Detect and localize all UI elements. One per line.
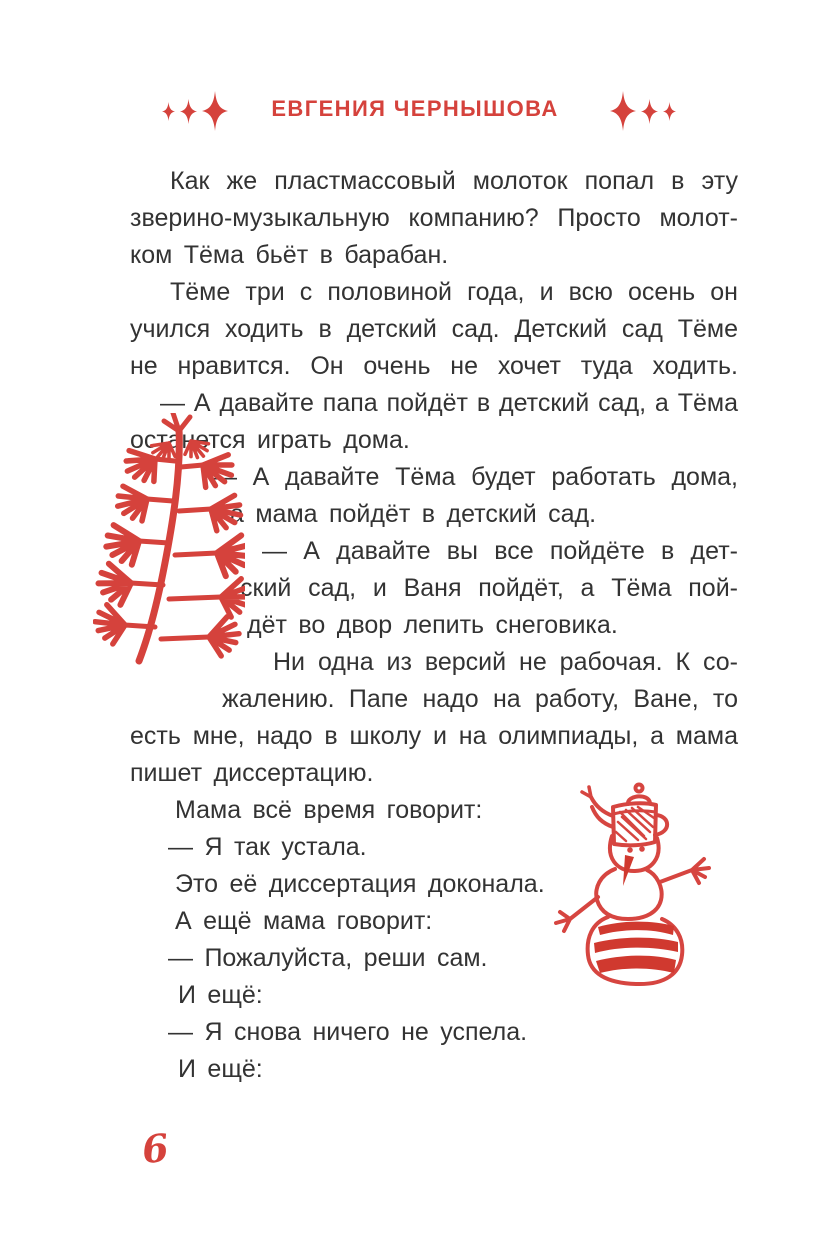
text-line: зверино-музыкальную компанию? Просто молот- (130, 204, 738, 232)
snowman-with-kettle-icon (552, 770, 737, 992)
text-line: — Я снова ничего не успела. (168, 1018, 528, 1046)
text-line: И ещё: (178, 981, 263, 1009)
sparkle-medium-icon (641, 99, 658, 124)
text-line: — Я так устала. (168, 833, 367, 861)
snowman-illustration (552, 770, 737, 992)
text-line: Это её диссертация доконала. (175, 870, 545, 898)
fir-branch-icon (93, 413, 245, 665)
text-line: жалению. Папе надо на работу, Ване, то (222, 685, 738, 713)
text-line: а мама пойдёт в детский сад. (230, 500, 597, 528)
author-header: ЕВГЕНИЯ ЧЕРНЫШОВА (271, 96, 559, 121)
text-line: есть мне, надо в школу и на олимпиады, а мама (130, 722, 738, 750)
text-line: — А давайте папа пойдёт в детский сад, а Тёма (160, 389, 738, 417)
page-number: 6 (139, 1124, 171, 1173)
text-line: ком Тёма бьёт в барабан. (130, 241, 449, 269)
text-line: — А давайте Тёма будет работать дома, (212, 463, 738, 491)
text-line: — Пожалуйста, реши сам. (168, 944, 488, 972)
text-line: пишет диссертацию. (130, 759, 374, 787)
sparkle-group-right (610, 90, 676, 132)
text-line: ский сад, и Ваня пойдёт, а Тёма пой- (240, 574, 738, 602)
text-line: И ещё: (178, 1055, 263, 1083)
text-line: — А давайте вы все пойдёте в дет- (262, 537, 738, 565)
text-line: учился ходить в детский сад. Детский сад Тёме (130, 315, 738, 343)
text-line: не нравится. Он очень не хочет туда ходить. (130, 352, 738, 380)
text-line: Как же пластмассовый молоток попал в эту (170, 167, 738, 195)
sparkle-small-icon (663, 102, 676, 121)
fir-branch-illustration (93, 413, 245, 665)
text-line: А ещё мама говорит: (175, 907, 433, 935)
text-line: Ни одна из версий не рабочая. К со- (273, 648, 738, 676)
text-line: останется играть дома. (130, 426, 410, 454)
text-line: дёт во двор лепить снеговика. (247, 611, 618, 639)
sparkle-large-icon (610, 91, 636, 131)
text-line: Тёме три с половиной года, и всю осень он (170, 278, 738, 306)
text-line: Мама всё время говорит: (175, 796, 483, 824)
